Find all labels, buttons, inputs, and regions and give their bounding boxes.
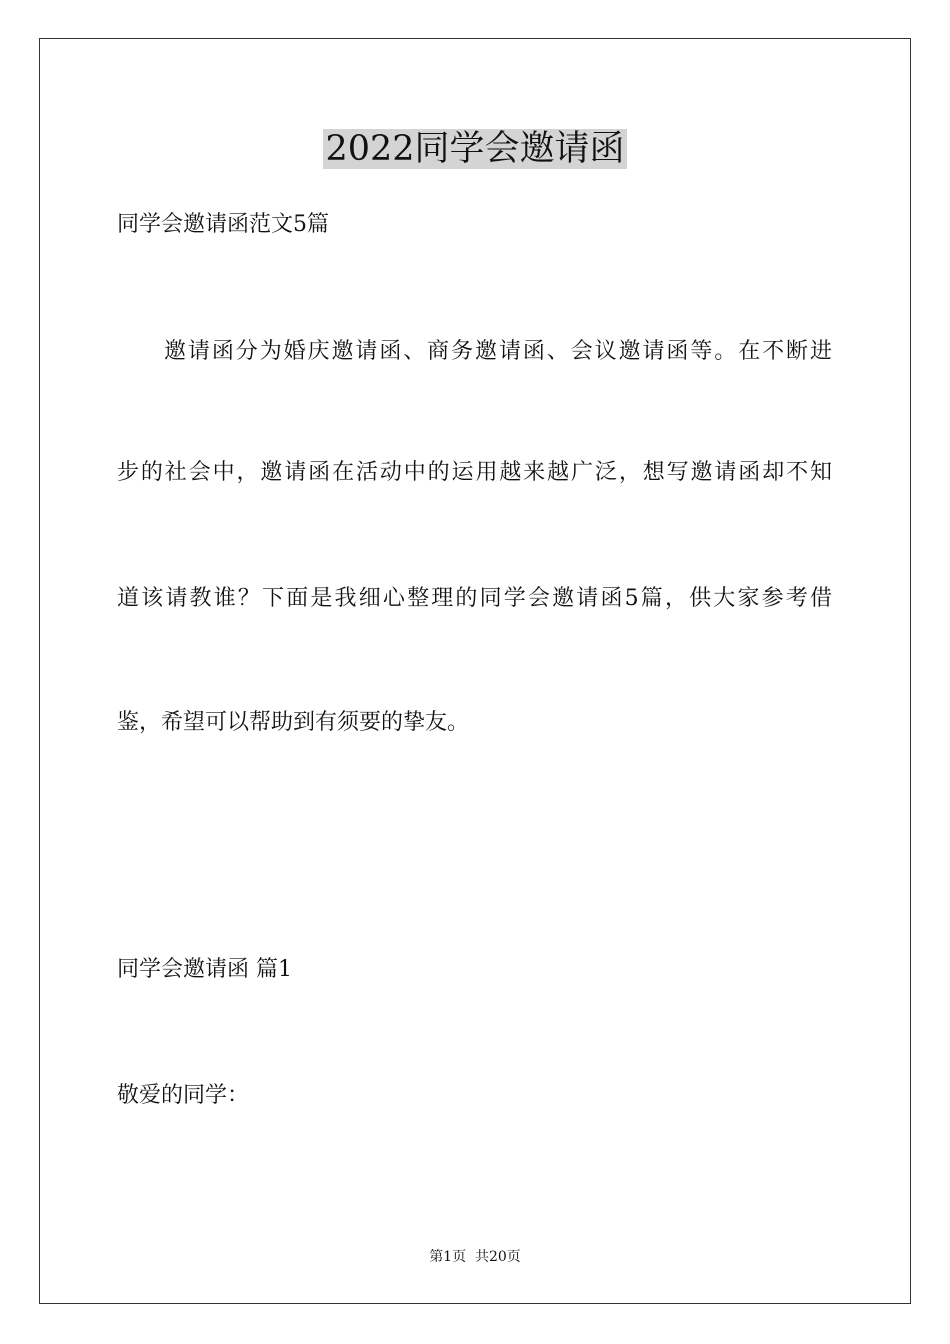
document-title xyxy=(0,126,950,172)
page-number-footer: 第1页 共20页 xyxy=(429,1249,521,1265)
salutation: 敬爱的同学： xyxy=(117,1083,250,1108)
intro-line-2: 步的社会中，邀请函在活动中的运用越来越广泛，想写邀请函却不知 xyxy=(117,460,832,485)
document-subtitle: 同学会邀请函范文5篇 xyxy=(117,212,329,237)
intro-line-3: 道该请教谁？下面是我细心整理的同学会邀请函5篇，供大家参考借 xyxy=(117,586,832,611)
intro-line-4: 鉴，希望可以帮助到有须要的挚友。 xyxy=(117,710,470,735)
document-title-text: 2022同学会邀请函 xyxy=(325,129,625,169)
section-heading: 同学会邀请函 篇1 xyxy=(117,957,292,982)
intro-line-1: 邀请函分为婚庆邀请函、商务邀请函、会议邀请函等。在不断进 xyxy=(164,339,832,364)
